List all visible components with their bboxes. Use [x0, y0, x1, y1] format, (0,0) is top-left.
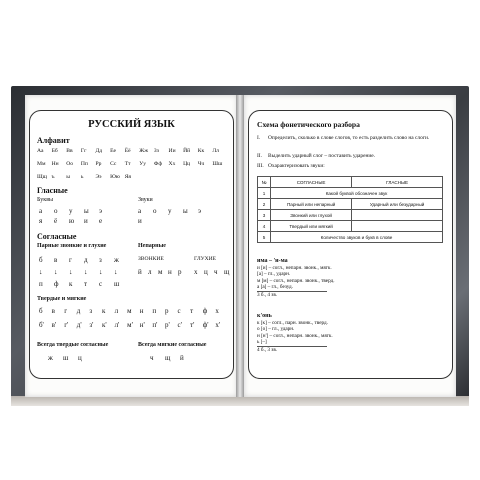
hard-consonant: з	[89, 307, 93, 315]
step-2: II. Выделить ударный слог – поставить ударение.	[257, 153, 375, 159]
hard-consonant: х	[215, 307, 219, 315]
paired-voiced-row	[39, 256, 129, 264]
vowel-letter: ы	[84, 207, 89, 215]
vowel-sounds-row-1	[138, 207, 213, 215]
sounds-label: Звуки	[138, 197, 153, 203]
alphabet-letter: Ии	[168, 148, 176, 154]
always-hard-row	[48, 354, 93, 362]
alphabet-letter: Вв	[66, 148, 73, 154]
soft-consonant: х'	[215, 321, 221, 329]
paired-label: Парные звонкие и глухие	[37, 243, 107, 249]
example-2-line: о [о] – гл., ударн.	[257, 326, 295, 333]
step-1: I. Определить, сколько в слове слогов, то есть разделить слово на слоги.	[257, 135, 430, 141]
always-soft-row	[150, 354, 195, 362]
alphabet-letter: Хх	[168, 161, 176, 167]
pair-arrow: ↓	[114, 268, 118, 276]
alphabet-letter: Бб	[51, 148, 58, 154]
alphabet-letter: Ее	[110, 148, 116, 154]
paired-voiceless-letter: ф	[54, 280, 59, 288]
hard-consonant: в	[51, 307, 55, 315]
vowel-letter: у	[69, 207, 73, 215]
alphabet-letter: Оо	[66, 161, 74, 167]
unpaired-voiceless-letter: х	[194, 268, 198, 276]
example-1-word: има – 'и-ма	[257, 258, 288, 264]
alphabet-letter: Шш	[212, 161, 223, 167]
alphabet-letter: ъ	[51, 174, 55, 180]
vowel-sound: и	[138, 217, 142, 225]
unpaired-label: Непарные	[138, 243, 166, 249]
alphabet-letter: Ээ	[95, 174, 102, 180]
paired-voiced-letter: ж	[114, 256, 119, 264]
always-hard-letter: ж	[48, 354, 53, 362]
unpaired-voiceless-letter: ч	[214, 268, 218, 276]
hard-consonant: р	[164, 307, 169, 315]
soft-consonant: р'	[164, 321, 170, 329]
alphabet-letter: Уу	[139, 161, 147, 167]
example-2-line: к [к] – согл., парн. звонк., тверд.	[257, 319, 328, 326]
soft-consonants-row	[39, 321, 228, 329]
alphabet-letter: Жж	[139, 148, 149, 154]
soft-consonant: б'	[39, 321, 44, 329]
table-row: 4 Твердый или мягкий	[258, 221, 443, 232]
paired-voiced-letter: в	[54, 256, 58, 264]
vowel-sound: ы	[183, 207, 188, 215]
page-edges	[11, 396, 469, 406]
alphabet-letter: Яя	[124, 174, 131, 180]
page-title: РУССКИЙ ЯЗЫК	[88, 119, 175, 130]
soft-consonant: с'	[177, 321, 182, 329]
alphabet-grid	[37, 148, 227, 180]
paired-voiceless-letter: т	[84, 280, 88, 288]
vowel-sound: о	[153, 207, 157, 215]
alphabet-letter: Лл	[212, 148, 219, 154]
hard-consonant: т	[190, 307, 194, 315]
vowel-letter: я	[39, 217, 43, 225]
example-1-line: и [и] – согл., непарн. звонк., мягк.	[257, 264, 332, 271]
soft-consonant: н'	[139, 321, 145, 329]
alphabet-letter: Аа	[37, 148, 44, 154]
alphabet-heading: Алфавит	[37, 136, 70, 145]
book-spine	[236, 95, 244, 397]
example-1-count: 3 б., 4 зв.	[257, 291, 327, 299]
hard-consonant: п	[152, 307, 157, 315]
vowel-letter: ю	[69, 217, 75, 225]
always-soft-label: Всегда мягкие согласные	[138, 342, 207, 348]
unpaired-voiced-letter: й	[138, 268, 142, 276]
alphabet-letter: ы	[66, 174, 70, 180]
always-hard-letter: ц	[78, 354, 82, 362]
soft-consonant: л'	[114, 321, 120, 329]
vowel-letter: о	[54, 207, 58, 215]
hard-consonant: ф	[202, 307, 208, 315]
consonants-heading: Согласные	[37, 232, 77, 241]
example-1-line: [а] – гл., ударн.	[257, 271, 291, 278]
alphabet-letter: Дд	[95, 148, 103, 154]
hard-consonant: н	[139, 307, 144, 315]
alphabet-letter: Зз	[153, 148, 159, 154]
unpaired-voiceless-letter: ц	[204, 268, 208, 276]
table-row: 1 Какой буквой обозначен звук	[258, 188, 443, 199]
phonetic-table	[257, 176, 443, 243]
soft-consonant: г'	[64, 321, 69, 329]
alphabet-letter: Щщ	[37, 174, 47, 180]
vowel-sound: э	[198, 207, 202, 215]
alphabet-letter: Ёё	[124, 148, 131, 154]
pair-arrow: ↓	[39, 268, 43, 276]
vowel-sound: у	[168, 207, 172, 215]
alphabet-letter: Гг	[80, 148, 87, 154]
soft-consonant: к'	[101, 321, 107, 329]
alphabet-letter: Тт	[124, 161, 131, 167]
letters-label: Буквы	[37, 197, 54, 203]
soft-consonant: в'	[51, 321, 57, 329]
hard-consonant: м	[127, 307, 132, 315]
example-1-line: м [м] – согл., непарн. звонк., тверд.	[257, 277, 335, 284]
vowels-heading: Гласные	[37, 186, 68, 195]
unpaired-voiced-letter: р	[178, 268, 182, 276]
hard-consonant: г	[64, 307, 68, 315]
pair-arrow: ↓	[54, 268, 58, 276]
vowel-letter: ё	[54, 217, 58, 225]
alphabet-letter: Пп	[80, 161, 88, 167]
alphabet-letter: Нн	[51, 161, 59, 167]
always-soft-letter: ч	[150, 354, 154, 362]
vowel-letters-row-1	[39, 207, 114, 215]
hard-soft-label: Твердые и мягкие	[37, 296, 87, 302]
phonetic-analysis-panel	[248, 110, 453, 379]
soft-consonant: т'	[190, 321, 195, 329]
hard-consonant: к	[101, 307, 106, 315]
vowel-letter: е	[99, 217, 103, 225]
example-2-word: к'онь	[257, 313, 272, 319]
paired-voiced-letter: д	[84, 256, 88, 264]
unpaired-voiced-letter: м	[158, 268, 163, 276]
vowel-letter: а	[39, 207, 43, 215]
paired-voiceless-letter: с	[99, 280, 103, 288]
soft-consonant: з'	[89, 321, 94, 329]
voiced-label: ЗВОНКИЕ	[138, 256, 164, 262]
step-3: III. Охарактеризовать звуки:	[257, 163, 325, 169]
alphabet-letter: Юю	[110, 174, 120, 180]
unpaired-voiced-letter: н	[168, 268, 172, 276]
example-2-line: ь [–]	[257, 339, 267, 346]
alphabet-letter: Кк	[197, 148, 205, 154]
soft-consonant: п'	[152, 321, 158, 329]
unpaired-voiceless-letter: щ	[224, 268, 230, 276]
alphabet-letter: Мм	[37, 161, 46, 167]
hard-consonant: л	[114, 307, 119, 315]
soft-consonant: д'	[76, 321, 82, 329]
alphabet-letter: Сс	[110, 161, 117, 167]
vowel-sound: а	[138, 207, 142, 215]
hard-consonant: б	[39, 307, 43, 315]
paired-voiceless-letter: п	[39, 280, 43, 288]
pair-arrow: ↓	[69, 268, 73, 276]
alphabet-letter: Йй	[183, 148, 191, 154]
soft-consonant: ф'	[202, 321, 209, 329]
alphabet-letter: Чч	[197, 161, 205, 167]
alphabet-letter: Фф	[153, 161, 162, 167]
unpaired-voiced-letter: л	[148, 268, 152, 276]
always-hard-label: Всегда твердые согласные	[37, 342, 109, 348]
vowel-letter: и	[84, 217, 88, 225]
russian-language-panel	[29, 110, 234, 379]
scheme-title: Схема фонетического разбора	[257, 120, 360, 129]
table-header-row: № СОГЛАСНЫЕ ГЛАСНЫЕ	[258, 177, 443, 188]
paired-voiced-letter: г	[69, 256, 72, 264]
always-soft-letter: й	[180, 354, 184, 362]
pair-arrow: ↓	[99, 268, 103, 276]
table-row: 5 Количество звуков и букв в слове	[258, 232, 443, 243]
voiceless-label: ГЛУХИЕ	[194, 256, 217, 262]
pair-arrow: ↓	[84, 268, 88, 276]
table-row: 2 Парный или непарный Ударный или безударный	[258, 199, 443, 210]
example-1-line: а [а] – гл., безуд.	[257, 284, 293, 291]
vowel-sounds-row-2	[138, 217, 153, 225]
vowel-letter: э	[99, 207, 103, 215]
hard-consonant: с	[177, 307, 181, 315]
paired-voiceless-row	[39, 280, 129, 288]
alphabet-letter: Цц	[183, 161, 191, 167]
alphabet-letter: Рр	[95, 161, 102, 167]
paired-voiced-letter: з	[99, 256, 102, 264]
paired-voiced-letter: б	[39, 256, 43, 264]
example-2	[257, 313, 357, 354]
vowel-letters-row-2	[39, 217, 114, 225]
unpaired-voiceless-row	[194, 268, 234, 276]
example-1	[257, 258, 357, 299]
alphabet-letter: ь	[80, 174, 84, 180]
paired-voiceless-letter: к	[69, 280, 73, 288]
hard-consonant: д	[76, 307, 81, 315]
example-2-count: 4 б., 3 зв.	[257, 346, 327, 354]
paired-voiceless-letter: ш	[114, 280, 120, 288]
always-soft-letter: щ	[165, 354, 171, 362]
table-row: 3 Звонкий или глухой	[258, 210, 443, 221]
arrows-row	[39, 268, 129, 276]
soft-consonant: м'	[127, 321, 133, 329]
unpaired-voiced-row	[138, 268, 188, 276]
example-2-line: н [н'] – согл., непарн. звонк., мягк.	[257, 332, 333, 339]
hard-consonants-row	[39, 307, 228, 315]
always-hard-letter: ш	[63, 354, 69, 362]
